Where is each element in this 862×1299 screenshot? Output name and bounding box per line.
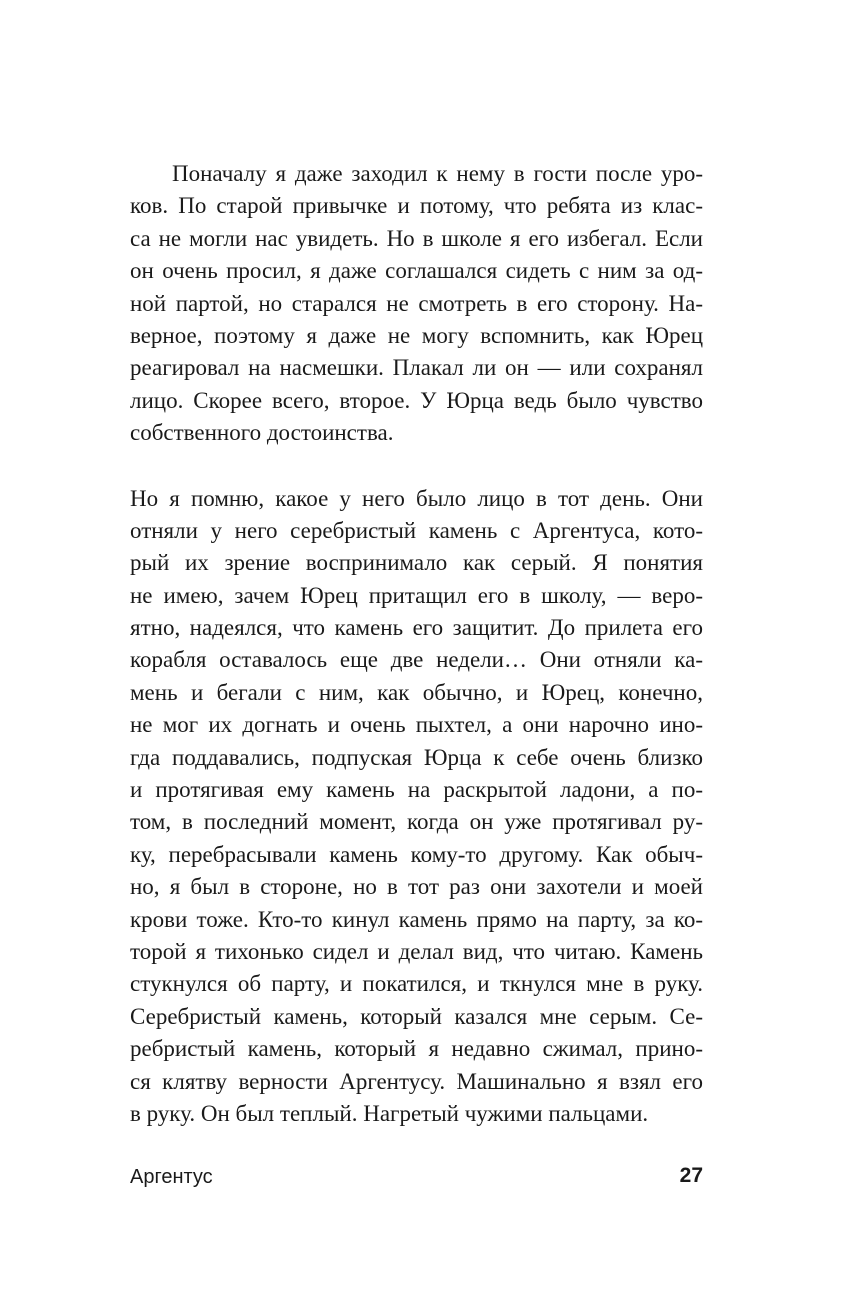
paragraph-1	[130, 158, 703, 450]
text-line: ку, перебрасывали камень кому-то другому. Как обыч-	[130, 841, 703, 867]
text-line: отняли у него серебристый камень с Аргентуса, кото-	[130, 517, 703, 543]
text-line: лицо. Скорее всего, второе. У Юрца ведь было чувство	[130, 387, 703, 413]
running-title: Аргентус	[130, 1166, 213, 1188]
text-line: мень и бегали с ним, как обычно, и Юрец, конечно,	[130, 679, 703, 705]
text-line: рый их зрение воспринимало как серый. Я понятия	[130, 550, 703, 576]
text-line: ной партой, но старался не смотреть в его сторону. На-	[130, 290, 703, 316]
text-line: торой я тихонько сидел и делал вид, что читаю. Камень	[130, 938, 703, 964]
text-line: ков. По старой привычке и потому, что ребята из клас-	[130, 193, 703, 219]
text-line: Но я помню, какое у него было лицо в тот день. Они	[130, 485, 703, 511]
text-line: реагировал на насмешки. Плакал ли он — или сохранял	[130, 355, 703, 381]
text-line: са не могли нас увидеть. Но в школе я его избегал. Если	[130, 225, 703, 251]
text-line: не имею, зачем Юрец притащил его в школу, — веро-	[130, 582, 703, 608]
page-number: 27	[679, 1164, 703, 1187]
text-line: не мог их догнать и очень пыхтел, а они нарочно ино-	[130, 712, 703, 738]
text-line: ся клятву верности Аргентусу. Машинально я взял его	[130, 1068, 703, 1094]
text-line: он очень просил, я даже соглашался сидеть с ним за од-	[130, 258, 703, 284]
text-line: собственного достоинства.	[130, 420, 394, 446]
text-line: крови тоже. Кто-то кинул камень прямо на парту, за ко-	[130, 906, 703, 932]
body-text	[130, 158, 703, 1130]
text-line: но, я был в стороне, но в тот раз они захотели и моей	[130, 874, 703, 900]
text-line: и протягивая ему камень на раскрытой ладони, а по-	[130, 777, 703, 803]
text-line: верное, поэтому я даже не могу вспомнить, как Юрец	[130, 322, 703, 348]
text-line: том, в последний момент, когда он уже протягивал ру-	[130, 809, 703, 835]
text-line: ятно, надеялся, что камень его защитит. До прилета его	[130, 615, 703, 641]
text-line: ребристый камень, который я недавно сжимал, прино-	[130, 1036, 703, 1062]
text-line: стукнулся об парту, и покатился, и ткнулся мне в руку.	[130, 971, 703, 997]
page-footer	[130, 1160, 703, 1196]
text-line: корабля оставалось еще две недели… Они отняли ка-	[130, 647, 703, 673]
paragraph-2	[130, 483, 703, 1131]
text-line: гда поддавались, подпуская Юрца к себе очень близко	[130, 744, 703, 770]
text-line: Поначалу я даже заходил к нему в гости после уро-	[172, 161, 703, 186]
text-line: в руку. Он был теплый. Нагретый чужими пальцами.	[130, 1100, 649, 1126]
text-line: Серебристый камень, который казался мне серым. Се-	[130, 1003, 703, 1029]
section-gap	[130, 450, 703, 483]
